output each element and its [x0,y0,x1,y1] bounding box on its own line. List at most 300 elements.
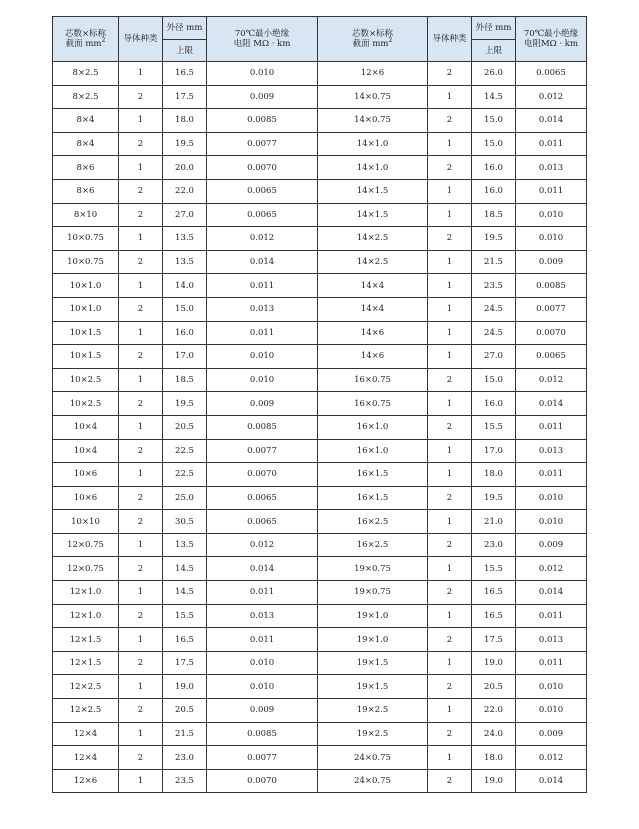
cell-spec-left: 8×4 [53,132,119,156]
header-insulation-left-line2: 电阻 MΩ · km [233,39,291,49]
cell-insulation-right: 0.011 [516,463,587,487]
cell-od-left: 27.0 [163,203,207,227]
cable-spec-table [52,16,587,793]
cell-od-left: 18.0 [163,109,207,133]
cell-insulation-right: 0.010 [516,486,587,510]
header-od-left: 外径 mm [163,17,207,40]
cell-od-right: 15.5 [472,415,516,439]
cell-od-right: 22.0 [472,699,516,723]
cell-insulation-left: 0.0070 [207,463,318,487]
cell-spec-left: 8×2.5 [53,85,119,109]
cell-insulation-right: 0.014 [516,109,587,133]
cell-od-right: 16.0 [472,156,516,180]
cell-insulation-left: 0.012 [207,227,318,251]
table-row [53,581,587,605]
cell-od-left: 13.5 [163,533,207,557]
cell-spec-right: 16×1.0 [318,439,428,463]
cell-conductor-left: 1 [119,156,163,180]
table-row [53,746,587,770]
cell-insulation-right: 0.011 [516,651,587,675]
cell-od-right: 26.0 [472,62,516,86]
cell-insulation-right: 0.014 [516,769,587,793]
cell-od-right: 23.5 [472,274,516,298]
cell-insulation-right: 0.009 [516,533,587,557]
cell-od-left: 20.5 [163,415,207,439]
cell-spec-left: 8×6 [53,156,119,180]
cell-conductor-right: 2 [428,675,472,699]
cell-spec-left: 10×0.75 [53,250,119,274]
cell-insulation-right: 0.012 [516,746,587,770]
cell-od-left: 17.5 [163,85,207,109]
table-row [53,368,587,392]
table-row [53,321,587,345]
cell-conductor-right: 1 [428,85,472,109]
cell-conductor-left: 2 [119,392,163,416]
cell-spec-left: 8×4 [53,109,119,133]
cell-spec-left: 10×4 [53,415,119,439]
cell-spec-right: 16×0.75 [318,392,428,416]
cell-od-right: 21.5 [472,250,516,274]
cell-conductor-right: 2 [428,581,472,605]
cell-spec-right: 16×1.0 [318,415,428,439]
cell-conductor-left: 1 [119,533,163,557]
cell-insulation-right: 0.011 [516,179,587,203]
cell-spec-right: 12×6 [318,62,428,86]
cell-od-right: 27.0 [472,345,516,369]
table-row [53,557,587,581]
cell-conductor-right: 2 [428,486,472,510]
cell-insulation-left: 0.0085 [207,415,318,439]
table-row [53,392,587,416]
cell-spec-left: 10×4 [53,439,119,463]
table-row [53,604,587,628]
cell-spec-right: 14×6 [318,345,428,369]
cell-spec-left: 12×4 [53,722,119,746]
cell-spec-right: 24×0.75 [318,769,428,793]
cell-od-left: 14.5 [163,557,207,581]
table-row [53,109,587,133]
cell-od-left: 23.5 [163,769,207,793]
cell-spec-left: 10×0.75 [53,227,119,251]
cell-spec-right: 19×1.5 [318,675,428,699]
cell-insulation-right: 0.011 [516,132,587,156]
cell-insulation-left: 0.009 [207,699,318,723]
cell-spec-right: 14×0.75 [318,109,428,133]
cell-conductor-right: 1 [428,557,472,581]
cell-spec-left: 12×1.5 [53,651,119,675]
cell-spec-right: 14×1.0 [318,132,428,156]
header-insulation-right [516,17,587,62]
cell-insulation-right: 0.009 [516,250,587,274]
cell-spec-left: 10×1.0 [53,297,119,321]
cell-insulation-right: 0.014 [516,392,587,416]
cell-insulation-right: 0.012 [516,368,587,392]
cell-conductor-left: 2 [119,604,163,628]
header-od-right-upper-limit: 上限 [472,40,516,62]
cell-insulation-left: 0.011 [207,321,318,345]
header-spec-right-line1: 芯数×标称 [351,29,394,39]
cell-od-left: 14.0 [163,274,207,298]
cell-spec-left: 12×0.75 [53,533,119,557]
cell-spec-right: 19×0.75 [318,557,428,581]
cell-spec-left: 8×6 [53,179,119,203]
cell-spec-right: 19×0.75 [318,581,428,605]
header-conductor-right: 导体种类 [428,17,472,62]
cell-od-left: 17.5 [163,651,207,675]
cell-insulation-right: 0.013 [516,439,587,463]
cell-od-right: 19.0 [472,651,516,675]
cell-insulation-left: 0.0077 [207,132,318,156]
cell-conductor-right: 2 [428,156,472,180]
cell-insulation-left: 0.0077 [207,746,318,770]
cell-conductor-left: 1 [119,109,163,133]
cell-spec-left: 10×6 [53,486,119,510]
cell-conductor-right: 1 [428,746,472,770]
cell-conductor-right: 2 [428,628,472,652]
header-od-right: 外径 mm [472,17,516,40]
cell-conductor-right: 2 [428,368,472,392]
cell-conductor-right: 2 [428,769,472,793]
cell-od-left: 25.0 [163,486,207,510]
header-insulation-right-line2: 电阻MΩ · km [523,39,579,49]
cell-spec-right: 14×6 [318,321,428,345]
table-row [53,533,587,557]
cell-conductor-left: 1 [119,227,163,251]
table-row [53,675,587,699]
cell-conductor-left: 2 [119,651,163,675]
cell-insulation-right: 0.014 [516,581,587,605]
table-row [53,179,587,203]
cell-od-right: 17.5 [472,628,516,652]
cell-insulation-right: 0.010 [516,203,587,227]
cell-spec-right: 19×2.5 [318,722,428,746]
cell-conductor-right: 1 [428,604,472,628]
table-row [53,274,587,298]
cell-od-left: 16.5 [163,628,207,652]
header-insulation-left-line1: 70℃最小绝缘 [234,29,290,39]
cell-insulation-left: 0.0070 [207,156,318,180]
cell-od-left: 20.5 [163,699,207,723]
cell-od-right: 15.0 [472,368,516,392]
table-row [53,651,587,675]
cell-insulation-right: 0.013 [516,628,587,652]
cell-insulation-left: 0.0070 [207,769,318,793]
header-spec-left-line2: 截面 mm [65,39,102,49]
table-row [53,415,587,439]
cell-od-left: 22.5 [163,463,207,487]
cell-conductor-left: 1 [119,463,163,487]
cell-conductor-left: 2 [119,345,163,369]
cell-od-right: 16.5 [472,581,516,605]
cell-od-left: 18.5 [163,368,207,392]
table-row [53,62,587,86]
cell-conductor-right: 2 [428,722,472,746]
cell-insulation-left: 0.010 [207,675,318,699]
cell-conductor-left: 1 [119,581,163,605]
cell-od-left: 16.0 [163,321,207,345]
cell-od-right: 24.5 [472,321,516,345]
cell-od-right: 18.5 [472,203,516,227]
cell-conductor-right: 2 [428,533,472,557]
cell-insulation-right: 0.010 [516,699,587,723]
cell-od-right: 19.5 [472,227,516,251]
cell-insulation-right: 0.012 [516,557,587,581]
table-row [53,227,587,251]
cell-conductor-left: 2 [119,699,163,723]
header-spec-right-sup: 2 [388,37,393,45]
cell-insulation-right: 0.013 [516,156,587,180]
table-row [53,345,587,369]
cell-insulation-left: 0.0065 [207,510,318,534]
cell-insulation-right: 0.010 [516,227,587,251]
cell-od-left: 19.5 [163,392,207,416]
cell-od-right: 17.0 [472,439,516,463]
cell-conductor-right: 2 [428,62,472,86]
cell-spec-left: 10×10 [53,510,119,534]
cell-conductor-right: 2 [428,415,472,439]
cell-od-right: 18.0 [472,746,516,770]
cell-spec-right: 16×2.5 [318,510,428,534]
cell-spec-left: 10×2.5 [53,368,119,392]
table-row [53,722,587,746]
cell-spec-left: 10×6 [53,463,119,487]
cell-spec-right: 14×4 [318,274,428,298]
cell-conductor-left: 1 [119,769,163,793]
cell-od-right: 19.0 [472,769,516,793]
cell-conductor-right: 1 [428,699,472,723]
cell-spec-right: 14×4 [318,297,428,321]
cell-insulation-right: 0.011 [516,604,587,628]
cell-od-right: 20.5 [472,675,516,699]
cell-od-right: 23.0 [472,533,516,557]
cell-insulation-left: 0.011 [207,274,318,298]
cell-insulation-left: 0.0077 [207,439,318,463]
cell-insulation-right: 0.0065 [516,62,587,86]
cell-insulation-left: 0.0065 [207,486,318,510]
cell-insulation-right: 0.0077 [516,297,587,321]
cell-od-left: 19.0 [163,675,207,699]
cell-conductor-left: 1 [119,62,163,86]
cell-spec-right: 24×0.75 [318,746,428,770]
cell-conductor-right: 1 [428,321,472,345]
cell-insulation-left: 0.014 [207,250,318,274]
cell-insulation-left: 0.010 [207,368,318,392]
cell-conductor-left: 2 [119,85,163,109]
cell-spec-right: 14×1.0 [318,156,428,180]
cell-spec-right: 14×1.5 [318,179,428,203]
cell-od-left: 22.5 [163,439,207,463]
cell-spec-left: 12×4 [53,746,119,770]
cell-spec-left: 12×1.5 [53,628,119,652]
cell-conductor-right: 1 [428,297,472,321]
cell-spec-left: 12×2.5 [53,699,119,723]
cell-od-right: 14.5 [472,85,516,109]
cell-conductor-right: 1 [428,651,472,675]
header-conductor-left: 导体种类 [119,17,163,62]
cell-conductor-right: 1 [428,439,472,463]
cell-insulation-left: 0.013 [207,604,318,628]
table-row [53,250,587,274]
header-spec-left [53,17,119,62]
cell-spec-right: 16×1.5 [318,486,428,510]
cell-spec-right: 19×2.5 [318,699,428,723]
cell-spec-left: 12×1.0 [53,581,119,605]
cell-od-right: 21.0 [472,510,516,534]
cell-insulation-left: 0.0085 [207,109,318,133]
table-row [53,463,587,487]
cell-conductor-right: 1 [428,392,472,416]
cell-conductor-right: 1 [428,250,472,274]
cell-spec-right: 14×2.5 [318,227,428,251]
table-row [53,769,587,793]
cell-insulation-left: 0.010 [207,651,318,675]
cell-conductor-right: 1 [428,274,472,298]
cell-insulation-right: 0.010 [516,510,587,534]
table-row [53,132,587,156]
cell-spec-right: 14×2.5 [318,250,428,274]
cell-conductor-left: 2 [119,439,163,463]
header-spec-left-sup: 2 [101,37,106,45]
header-spec-left-line1: 芯数×标称 [64,29,107,39]
cell-od-left: 13.5 [163,227,207,251]
cell-insulation-left: 0.013 [207,297,318,321]
cell-insulation-right: 0.0065 [516,345,587,369]
cell-insulation-left: 0.011 [207,628,318,652]
table-row [53,699,587,723]
cell-od-left: 30.5 [163,510,207,534]
cell-insulation-right: 0.0070 [516,321,587,345]
header-spec-right-line2: 截面 mm [352,39,389,49]
cell-insulation-left: 0.0065 [207,203,318,227]
cell-od-left: 15.0 [163,297,207,321]
cell-conductor-right: 1 [428,132,472,156]
cell-conductor-left: 2 [119,486,163,510]
cell-od-left: 22.0 [163,179,207,203]
cell-conductor-left: 1 [119,675,163,699]
cell-spec-left: 10×1.5 [53,321,119,345]
cell-insulation-right: 0.0085 [516,274,587,298]
cell-od-left: 21.5 [163,722,207,746]
cell-insulation-right: 0.012 [516,85,587,109]
cell-insulation-left: 0.012 [207,533,318,557]
cell-conductor-left: 2 [119,132,163,156]
cell-od-left: 20.0 [163,156,207,180]
cell-spec-right: 19×1.5 [318,651,428,675]
cell-spec-right: 14×1.5 [318,203,428,227]
table-row [53,297,587,321]
cell-od-left: 15.5 [163,604,207,628]
cell-spec-right: 14×0.75 [318,85,428,109]
cell-od-left: 16.5 [163,62,207,86]
cell-insulation-left: 0.014 [207,557,318,581]
table-row [53,510,587,534]
cell-insulation-left: 0.009 [207,85,318,109]
cell-conductor-right: 1 [428,463,472,487]
cable-spec-table-page [52,16,586,793]
cell-od-right: 15.5 [472,557,516,581]
table-header [53,17,587,62]
cell-conductor-right: 2 [428,227,472,251]
cell-insulation-left: 0.010 [207,62,318,86]
cell-insulation-right: 0.011 [516,415,587,439]
cell-conductor-right: 1 [428,179,472,203]
cell-spec-left: 12×2.5 [53,675,119,699]
cell-conductor-left: 1 [119,274,163,298]
cell-spec-right: 16×2.5 [318,533,428,557]
cell-conductor-right: 2 [428,109,472,133]
cell-conductor-left: 2 [119,510,163,534]
cell-od-left: 17.0 [163,345,207,369]
cell-conductor-left: 1 [119,415,163,439]
header-insulation-left [207,17,318,62]
cell-od-left: 19.5 [163,132,207,156]
cell-insulation-right: 0.010 [516,675,587,699]
cell-spec-left: 12×6 [53,769,119,793]
cell-insulation-left: 0.0085 [207,722,318,746]
cell-od-right: 16.0 [472,179,516,203]
cell-insulation-left: 0.009 [207,392,318,416]
cell-conductor-left: 2 [119,557,163,581]
cell-spec-left: 8×10 [53,203,119,227]
table-row [53,439,587,463]
cell-spec-right: 16×0.75 [318,368,428,392]
cell-spec-left: 8×2.5 [53,62,119,86]
cell-spec-left: 10×1.5 [53,345,119,369]
cell-conductor-left: 2 [119,203,163,227]
header-spec-right [318,17,428,62]
table-row [53,628,587,652]
cell-od-right: 18.0 [472,463,516,487]
cell-spec-right: 19×1.0 [318,628,428,652]
cell-conductor-left: 2 [119,746,163,770]
cell-conductor-left: 2 [119,179,163,203]
cell-od-right: 19.5 [472,486,516,510]
cell-od-right: 16.5 [472,604,516,628]
cell-conductor-left: 1 [119,368,163,392]
cell-conductor-left: 1 [119,722,163,746]
cell-conductor-left: 1 [119,321,163,345]
cell-spec-left: 12×0.75 [53,557,119,581]
cell-insulation-left: 0.011 [207,581,318,605]
cell-od-left: 14.5 [163,581,207,605]
cell-od-right: 15.0 [472,132,516,156]
cell-conductor-right: 1 [428,345,472,369]
cell-insulation-left: 0.010 [207,345,318,369]
table-row [53,156,587,180]
cell-insulation-right: 0.009 [516,722,587,746]
cell-conductor-left: 2 [119,250,163,274]
cell-spec-left: 12×1.0 [53,604,119,628]
cell-conductor-right: 1 [428,203,472,227]
cell-od-right: 24.5 [472,297,516,321]
header-insulation-right-line1: 70℃最小绝缘 [523,29,579,39]
cell-spec-left: 10×1.0 [53,274,119,298]
cell-od-right: 16.0 [472,392,516,416]
cell-spec-right: 19×1.0 [318,604,428,628]
cell-insulation-left: 0.0065 [207,179,318,203]
cell-od-left: 23.0 [163,746,207,770]
cell-od-left: 13.5 [163,250,207,274]
cell-spec-right: 16×1.5 [318,463,428,487]
table-row [53,85,587,109]
cell-od-right: 15.0 [472,109,516,133]
cell-od-right: 24.0 [472,722,516,746]
cell-conductor-left: 2 [119,297,163,321]
cell-spec-left: 10×2.5 [53,392,119,416]
table-body [53,62,587,793]
cell-conductor-left: 1 [119,628,163,652]
table-row [53,203,587,227]
